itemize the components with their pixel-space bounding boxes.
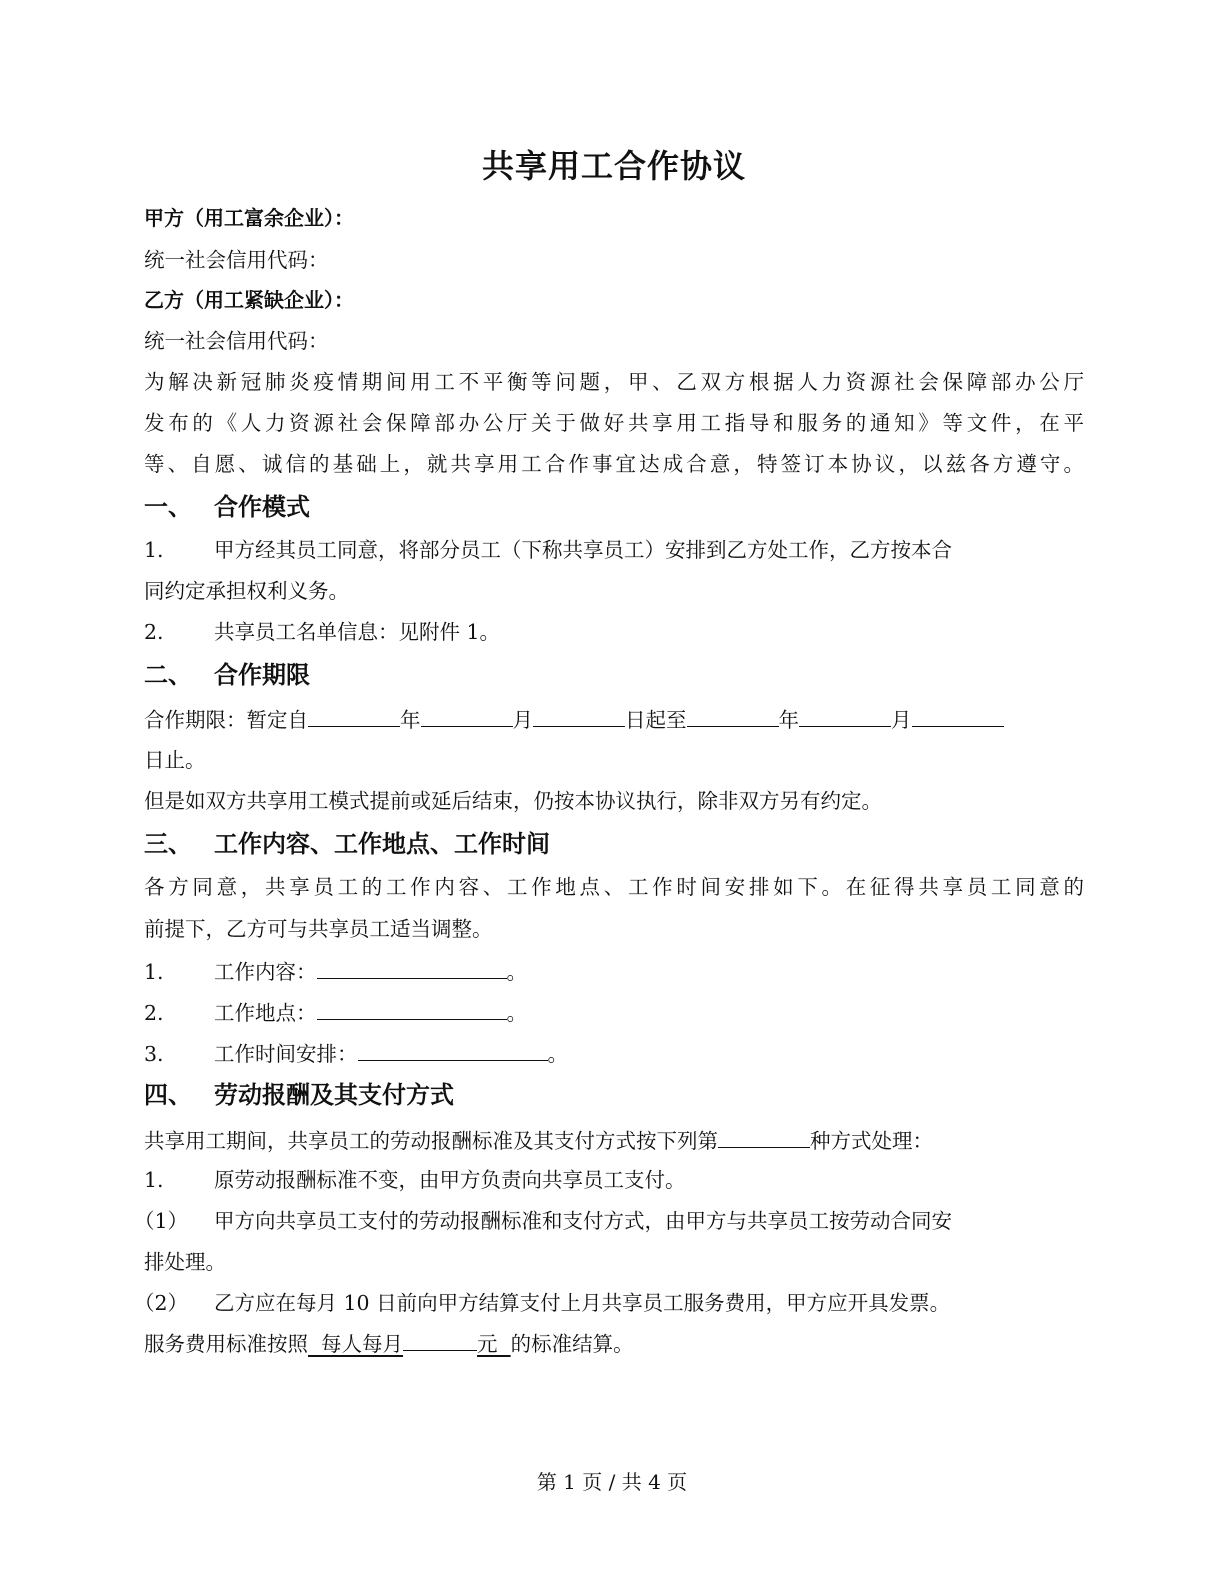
section-number: 二、 xyxy=(144,661,192,689)
year-label: 年 xyxy=(400,708,421,732)
intro-line: 为解决新冠肺炎疫情期间用工不平衡等问题，甲、乙双方根据人力资源社会保障部办公厅 xyxy=(144,370,1084,394)
list-item xyxy=(144,991,1084,1034)
payment-method-blank[interactable] xyxy=(718,1119,810,1148)
item-continuation: 同约定承担权利义务。 xyxy=(144,579,349,603)
item-number: 3. xyxy=(144,1042,164,1066)
list-item xyxy=(144,1160,1084,1201)
item-end: 。 xyxy=(547,1042,568,1066)
section-title: 劳动报酬及其支付方式 xyxy=(214,1081,454,1109)
page-footer: 第 1 页 / 共 4 页 xyxy=(536,1470,688,1494)
start-day-blank[interactable] xyxy=(533,698,625,727)
period-end: 日止。 xyxy=(144,748,206,772)
month-label: 月 xyxy=(891,708,912,732)
item-number: 2. xyxy=(144,1001,164,1025)
period-note: 但是如双方共享用工模式提前或延后结束，仍按本协议执行，除非双方另有约定。 xyxy=(144,789,882,813)
item-number: 1. xyxy=(144,538,164,562)
payment-intro-text: 共享用工期间，共享员工的劳动报酬标准及其支付方式按下列第 xyxy=(144,1129,718,1153)
start-month-blank[interactable] xyxy=(421,698,513,727)
section-title: 合作期限 xyxy=(214,661,310,689)
party-b-credit-code: 统一社会信用代码： xyxy=(144,329,329,353)
item-label: 工作内容： xyxy=(214,960,317,984)
item-label: 工作地点： xyxy=(214,1001,317,1025)
sub-item-number: （1） xyxy=(134,1209,189,1233)
fee-per-person-text: 每人每月 xyxy=(308,1332,404,1356)
period-line xyxy=(144,698,1084,741)
start-year-blank[interactable] xyxy=(308,698,400,727)
sub-item-text: 乙方应在每月 10 日前向甲方结算支付上月共享员工服务费用，甲方应开具发票。 xyxy=(214,1291,951,1315)
item-text: 共享员工名单信息：见附件 1。 xyxy=(214,620,501,644)
fee-amount-blank[interactable] xyxy=(403,1328,477,1351)
item-text: 甲方经其员工同意，将部分员工（下称共享员工）安排到乙方处工作，乙方按本合 xyxy=(214,538,952,562)
section-heading-3 xyxy=(144,824,1084,865)
item-number: 1. xyxy=(144,960,164,984)
end-year-blank[interactable] xyxy=(687,698,779,727)
section-title: 合作模式 xyxy=(214,493,310,521)
list-item xyxy=(144,612,1084,653)
month-label: 月 xyxy=(512,708,533,732)
party-a-label: 甲方（用工富余企业）： xyxy=(144,206,354,230)
sub-item-continuation: 排处理。 xyxy=(144,1250,226,1274)
sub-item xyxy=(134,1283,1074,1324)
document-title: 共享用工合作协议 xyxy=(481,147,746,185)
fee-line xyxy=(144,1324,1084,1365)
payment-intro-end: 种方式处理： xyxy=(810,1129,933,1153)
section-heading-1 xyxy=(144,487,1084,528)
end-day-blank[interactable] xyxy=(912,698,1004,727)
section-number: 一、 xyxy=(144,493,192,521)
section-3-desc: 各方同意，共享员工的工作内容、工作地点、工作时间安排如下。在征得共享员工同意的 xyxy=(144,875,1084,899)
section-number: 三、 xyxy=(144,830,192,858)
item-label: 工作时间安排： xyxy=(214,1042,358,1066)
section-heading-4 xyxy=(144,1075,1084,1116)
intro-line: 发布的《人力资源社会保障部办公厅关于做好共享用工指导和服务的通知》等文件，在平 xyxy=(144,411,1084,435)
item-end: 。 xyxy=(506,960,527,984)
fee-unit-text: 元 xyxy=(477,1332,511,1356)
sub-item-number: （2） xyxy=(134,1291,189,1315)
section-number: 四、 xyxy=(144,1081,192,1109)
section-heading-2 xyxy=(144,655,1084,696)
day-from-label: 日起至 xyxy=(625,708,687,732)
fee-prefix: 服务费用标准按照 xyxy=(144,1332,308,1356)
party-a-credit-code: 统一社会信用代码： xyxy=(144,248,329,272)
item-text: 原劳动报酬标准不变，由甲方负责向共享员工支付。 xyxy=(214,1168,686,1192)
work-time-blank[interactable] xyxy=(358,1032,548,1061)
list-item xyxy=(144,1032,1084,1075)
sub-item-text: 甲方向共享员工支付的劳动报酬标准和支付方式，由甲方与共享员工按劳动合同安 xyxy=(214,1209,952,1233)
work-content-blank[interactable] xyxy=(317,950,507,979)
section-title: 工作内容、工作地点、工作时间 xyxy=(214,830,550,858)
list-item xyxy=(144,530,1084,571)
list-item xyxy=(144,950,1084,993)
end-month-blank[interactable] xyxy=(799,698,891,727)
item-number: 2. xyxy=(144,620,164,644)
year-label: 年 xyxy=(778,708,799,732)
section-3-desc: 前提下，乙方可与共享员工适当调整。 xyxy=(144,917,493,941)
period-prefix: 合作期限：暂定自 xyxy=(144,708,308,732)
work-location-blank[interactable] xyxy=(317,991,507,1020)
item-end: 。 xyxy=(506,1001,527,1025)
item-number: 1. xyxy=(144,1168,164,1192)
fee-suffix: 的标准结算。 xyxy=(510,1332,634,1356)
party-b-label: 乙方（用工紧缺企业）： xyxy=(144,288,354,312)
sub-item xyxy=(134,1201,1074,1242)
intro-line: 等、自愿、诚信的基础上，就共享用工合作事宜达成合意，特签订本协议，以兹各方遵守。 xyxy=(144,452,1084,476)
payment-intro xyxy=(144,1119,1084,1162)
